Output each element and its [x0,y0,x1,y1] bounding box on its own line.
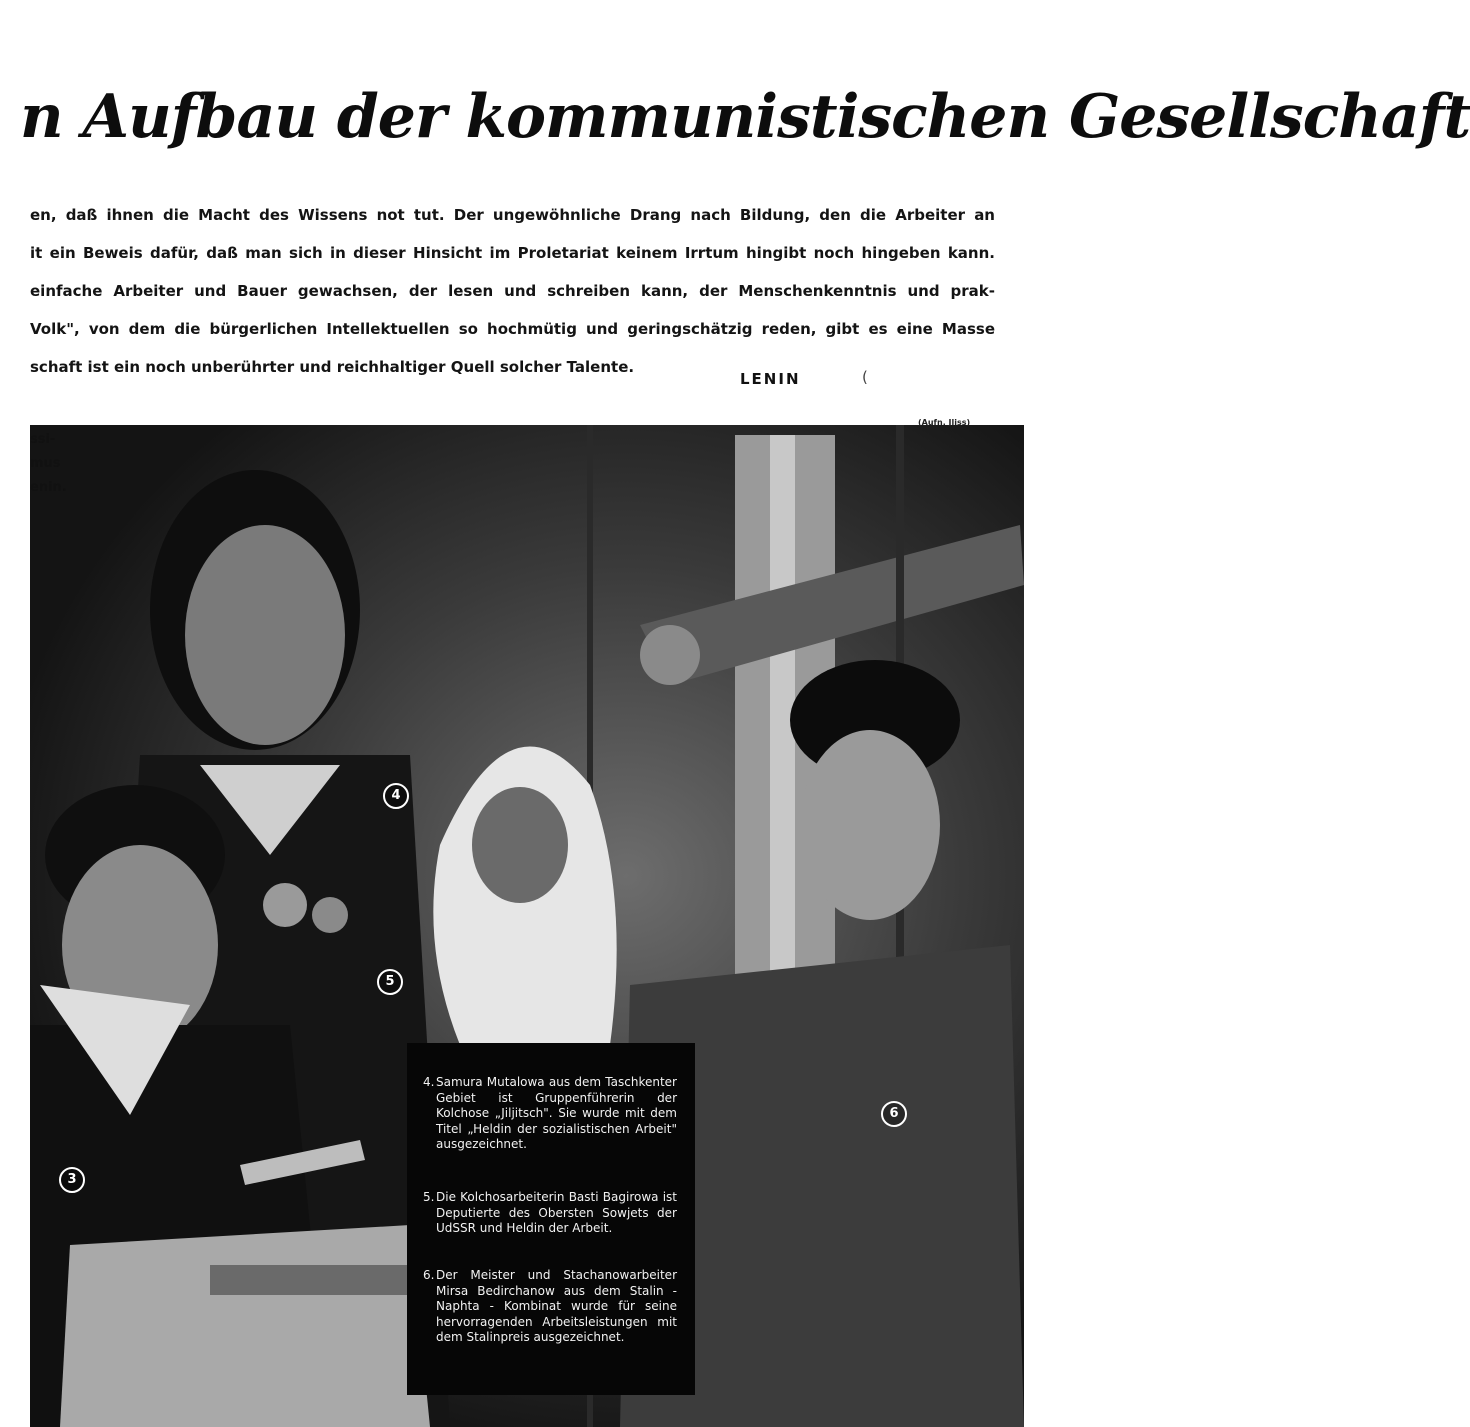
caption-item-6 [423,1268,677,1346]
quote-author: LENIN [740,370,801,388]
side-text-line: ssi- [30,432,56,447]
quote-line: Volk", von dem die bürgerlichen Intellektuellen so hochmütig und geringschätzig reden, gibt es eine Masse [30,320,995,338]
side-text-fragment [30,428,67,500]
caption-number: 4. [423,1075,435,1089]
face-shape [185,525,345,745]
machine-shape [60,1225,430,1427]
caption-number: 6. [423,1268,435,1282]
caption-text: Samura Mutalowa aus dem Taschkenter Gebiet ist Gruppenführerin der Kolchose „Jiljitsch". Sie wurde mit dem Titel „Heldin der sozialistischen Arbeit" ausgezeichnet. [436,1075,677,1151]
caption-item-4 [423,1075,677,1153]
side-text-line: enin. [30,480,67,495]
lenin-quote [30,196,995,386]
face-shape [472,787,568,903]
face-shape [800,730,940,920]
caption-box [407,1043,695,1395]
page-headline: n Aufbau der kommunistischen Gesellschaft [20,82,1470,152]
badge-6: 6 [881,1101,907,1127]
badge-5: 5 [377,969,403,995]
caption-number: 5. [423,1190,435,1204]
badge-3: 3 [59,1167,85,1193]
quote-line: it ein Beweis dafür, daß man sich in dieser Hinsicht im Proletariat keinem Irrtum hingibt noch hingeben kann. [30,244,995,262]
spool-row [210,1265,410,1295]
photo-credit: (Aufn. Jliss) [918,418,971,427]
pipe-joint [640,625,700,685]
medal-shape [312,897,348,933]
quote-line: einfache Arbeiter und Bauer gewachsen, der lesen und schreiben kann, der Menschenkenntnis und prak- [30,282,995,300]
caption-text: Die Kolchosarbeiterin Basti Bagirowa ist Deputierte des Obersten Sowjets der UdSSR und Heldin der Arbeit. [436,1190,677,1235]
badge-4: 4 [383,783,409,809]
caption-text: Der Meister und Stachanowarbeiter Mirsa Bedirchanow aus dem Stalin - Naphta - Kombinat wurde für seine hervorragenden Arbeitsleistungen mit dem Stalinpreis ausgezeichnet. [436,1268,677,1344]
quote-line: schaft ist ein noch unberührter und reichhaltiger Quell solcher Talente. [30,358,635,376]
author-mark: ( [862,368,868,386]
quote-line: en, daß ihnen die Macht des Wissens not tut. Der ungewöhnliche Drang nach Bildung, den die Arbeiter an [30,206,995,224]
caption-item-5 [423,1190,677,1237]
medal-shape [263,883,307,927]
side-text-line: mus [30,456,61,471]
